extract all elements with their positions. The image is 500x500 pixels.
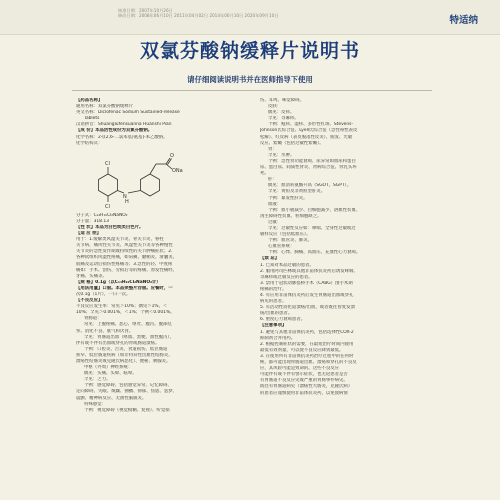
body-text-line: 震颤、精神病反应、无菌性脑膜炎。: [76, 395, 147, 401]
body-text-line: 敏样反应（包括低血压）。: [260, 232, 311, 238]
body-text-line: 不良反应发生率：常见＞10%；偶见＞1%，＜: [76, 304, 168, 310]
body-text-line: 个例：暴发性肝炎。: [268, 195, 308, 201]
body-text-line: 个例：视觉障碍（视觉模糊、复视）、听觉损: [84, 407, 170, 413]
structure-atom-ona: ONa: [172, 167, 183, 174]
body-text-line: 挛、消化不良、胀气和厌食。: [76, 328, 134, 334]
body-text-line: 偶见：皮疹。: [268, 110, 295, 116]
body-text-line: 罕见：过敏性反应如：哮喘、全身性过敏或过: [268, 225, 356, 231]
body-text-line: 再生障碍性贫血、粒细胞缺乏。: [260, 213, 322, 219]
body-text-line: 过敏：: [268, 219, 282, 225]
body-text-line: 3. 在使用所有非甾体抗炎药治疗过程中的任何时: [260, 353, 354, 359]
body-text-line: 化学名称：2-[(2,6-二氯苯基)氨基]-苯乙酸钠。: [76, 134, 168, 140]
body-text-line: 用于：1.缓解类风湿关节炎、骨关节炎、脊柱: [76, 237, 164, 243]
body-text-line: 松解）、红皮病（表皮脱落性皮炎）、脱发、光敏: [260, 134, 353, 140]
body-text-line: 次0.1g（1片），一日一次。: [76, 291, 131, 297]
body-text-line: 死。: [260, 171, 269, 177]
body-text-line: 化学结构式：: [76, 140, 103, 146]
body-text-line: 英文名称：Diclofenac Sodium Sustained-release: [76, 110, 180, 116]
body-text-line: 关节病、痛风性关节炎、风湿性关节炎等各种慢性: [76, 243, 173, 249]
body-text-line: 疡/出血的患者。: [260, 311, 293, 317]
reading-advice: 请仔细阅读说明书并在医师指导下使用: [187, 75, 313, 84]
body-text-line: 各种软组织风湿性疼痛，如肩痛、腱鞘炎、滑囊炎、: [76, 255, 177, 261]
divider: [72, 90, 432, 91]
body-text-line: 3. 禁用于冠状动脉搭桥手术（CABG）围手术期: [260, 280, 353, 286]
body-text-line: 心血管系统：: [268, 244, 295, 250]
body-text-line: 反应、紫癜（包括过敏性紫癜）。: [260, 140, 324, 146]
body-text-line: 罕见：乏力。: [84, 377, 111, 383]
body-text-line: 个例：感觉障碍、包括感觉异常、记忆障碍、: [84, 383, 172, 389]
brand-name: 特适纳: [449, 15, 478, 26]
body-text-line: 肝：: [268, 177, 277, 183]
body-text-line: 痛如：手术、创伤、劳损后等的疼痛、原发性痛经、: [76, 267, 177, 273]
body-text-line: 最低有效剂量，可以使不良反应降到最低。: [260, 347, 344, 353]
body-text-line: 分子式：C₁₄H₁₀Cl₂NaNO₂: [76, 212, 128, 218]
body-text-line: 偶见：血清转氨酶升高（SGOT、SGPT）。: [268, 183, 352, 189]
body-text-line: 罕见：荨麻疹。: [268, 116, 299, 122]
body-text-line: 皮肤：: [268, 104, 282, 110]
body-text-line: 的患者应谨慎使用非甾体抗炎药，以免使病情: [260, 390, 348, 396]
body-text-line: 尿、蛋白尿、间质性肾炎、肾病综合征、肾乳头坏: [260, 165, 357, 171]
body-text-line: 6. 重度心力衰竭患者。: [260, 317, 306, 323]
body-text-line: 汉语拼音：Shuanglufensuanna Huanshi Pian: [76, 122, 172, 128]
body-text-line: 特殊感觉：: [84, 401, 106, 407]
body-text-line: 罕见：黄疸及非黄疸型肝炎。: [268, 189, 326, 195]
body-text-line: 中枢（外周）神经系统：: [84, 365, 133, 371]
body-text-line: 5. 有活动性消化道溃疡/出血，或者既往曾复发溃: [260, 305, 355, 311]
body-text-line: 个例：血管炎、肺炎。: [268, 238, 312, 244]
body-text-line: 伴有或不伴有出血或穿孔的胃或肠道溃疡。: [76, 340, 160, 346]
body-text-line: 关节炎的急性发作期或持续性的关节肿痛症状；2.: [76, 249, 173, 255]
section-heading: 【注意事项】: [260, 323, 287, 329]
structure-atom-cl-bottom: Cl: [105, 203, 110, 210]
body-text-line: 病史的患者。: [260, 299, 287, 305]
body-text-line: 罕见：胃肠道出血（呕血、黑便、血性腹泻），: [84, 334, 175, 340]
body-text-line: 1. 避免与其他非甾体抗炎药，包括选择性COX-2: [260, 329, 354, 335]
body-text-line: 伤、耳鸣、味觉障碍。: [260, 98, 304, 103]
body-text-line: 2. 根据控制症状的需要，在最短治疗时间内使用: [260, 341, 354, 347]
section-heading: 【成 份】本品活性成份为双氯芬酸钠。: [76, 128, 153, 134]
body-text-line: 罕见：水肿。: [268, 152, 295, 158]
body-text-line: 应，其风险可能是致命的。这些不良反应: [260, 366, 340, 372]
body-text-line: 个例：口腔炎、舌炎、食道损伤、低位肠道: [84, 346, 168, 352]
body-text-line: 胃肠道：: [84, 316, 102, 322]
section-heading: 【禁 忌】: [260, 256, 280, 262]
body-text-line: 通用名称：双氯芬酸钠缓释片: [76, 104, 134, 110]
body-text-line: 既往有胃肠道病史（溃疡性大肠炎，克隆氏病）: [260, 384, 353, 390]
right-column: [260, 98, 438, 397]
body-text-line: 狭窄、低位肠道疾病（如非特异性出血性结肠炎、: [76, 352, 173, 358]
structure-atom-cl-top: Cl: [105, 160, 110, 167]
body-text-line: 溃疡性结肠炎或克隆氏病恶化）、便秘、胰腺炎。: [76, 359, 171, 364]
body-text-line: 个例：血小板减少、白细胞减少、溶血性贫血、: [268, 207, 361, 213]
meta-line-revisions: 修改日期：2008年06月10日 2011年04月02日 2014年06月10日 2020年09月10日: [118, 13, 279, 19]
body-text-line: Johnson氏综合征、Lyell氏综合征（急性毒性表皮: [260, 128, 358, 134]
body-text-line: 血液：: [268, 201, 282, 207]
section-heading: 【规 格】0.1g（以C₁₄H₁₀Cl₂NaNO₂计）: [76, 279, 161, 285]
section-heading: 【适 应 症】: [76, 231, 102, 237]
body-text-line: 抑制剂合并用药。: [260, 335, 296, 341]
body-text-line: 有胃肠道不良反应史或严重的胃肠事件病史。: [260, 378, 348, 384]
structure-atom-n: N: [123, 193, 127, 200]
body-text-line: 1. 已知对本品过敏的患者。: [260, 262, 314, 268]
revision-dates: [118, 8, 398, 19]
body-text-line: 常见：上腹疼痛、恶心、呕吐、腹泻、腹部痉: [84, 322, 172, 328]
body-text-line: 疼痛的治疗。: [260, 286, 287, 292]
body-text-line: 个例：疱疹、湿疹、多形性红斑、Stevens-: [268, 122, 354, 128]
body-text-line: 荨麻疹或过敏反应的患者。: [260, 274, 313, 280]
body-text-line: 分子量：318.13: [76, 218, 109, 224]
body-text-line: 2. 服用阿司匹林或其他非甾体抗炎药后诱发哮喘、: [260, 268, 358, 274]
body-text-line: 4. 有应用非甾体抗炎药后发生胃肠道出血或穿孔: [260, 293, 354, 298]
section-heading: 【不良反应】: [76, 298, 103, 304]
body-text-line: 牙痛、头痛等。: [76, 273, 107, 279]
left-column: [76, 98, 254, 414]
document-title: 双氯芬酸钠缓释片说明书: [139, 40, 360, 62]
body-text-line: 定向障碍、失眠、烦躁、抽搐、抑郁、焦虑、恶梦、: [76, 389, 177, 395]
chemical-structure-diagram: [86, 149, 206, 211]
body-text-line: Tablets: [84, 116, 100, 122]
body-text-line: 个例：心悸、胸痛、高血压、充血性心力衰竭。: [268, 250, 361, 256]
body-text-line: 候，都可能出现胃肠道出血、溃疡和穿孔的不良反: [260, 360, 357, 366]
structure-atom-h: H: [125, 198, 129, 205]
body-text-line: 肾：: [268, 146, 277, 152]
section-heading: 【性 状】本品为白色或类白色片。: [76, 224, 144, 230]
section-heading: 【用法用量】口服。本品须整片吞服。应餐时，一: [76, 285, 173, 291]
body-text-line: 肌痛及运动后损伤性疼痛等；3.急性的轻、中度疼: [76, 261, 173, 267]
body-text-line: 可能伴有或不伴有警示症状，也无论患者是否: [260, 372, 348, 378]
body-text-line: 个例：急性肾功能衰竭、尿异常如血尿和蛋白: [268, 158, 356, 164]
meta-line-approval: 核准日期：2007年10月26日: [118, 8, 173, 13]
section-heading: 【药品名称】: [76, 98, 103, 103]
structure-atom-o: O: [170, 152, 174, 159]
body-text-line: 10%；罕见＞0.001%，＜1%；个例＜0.001%。: [76, 310, 175, 316]
body-text-line: 偶见：头痛、头晕、眩晕。: [84, 371, 137, 377]
